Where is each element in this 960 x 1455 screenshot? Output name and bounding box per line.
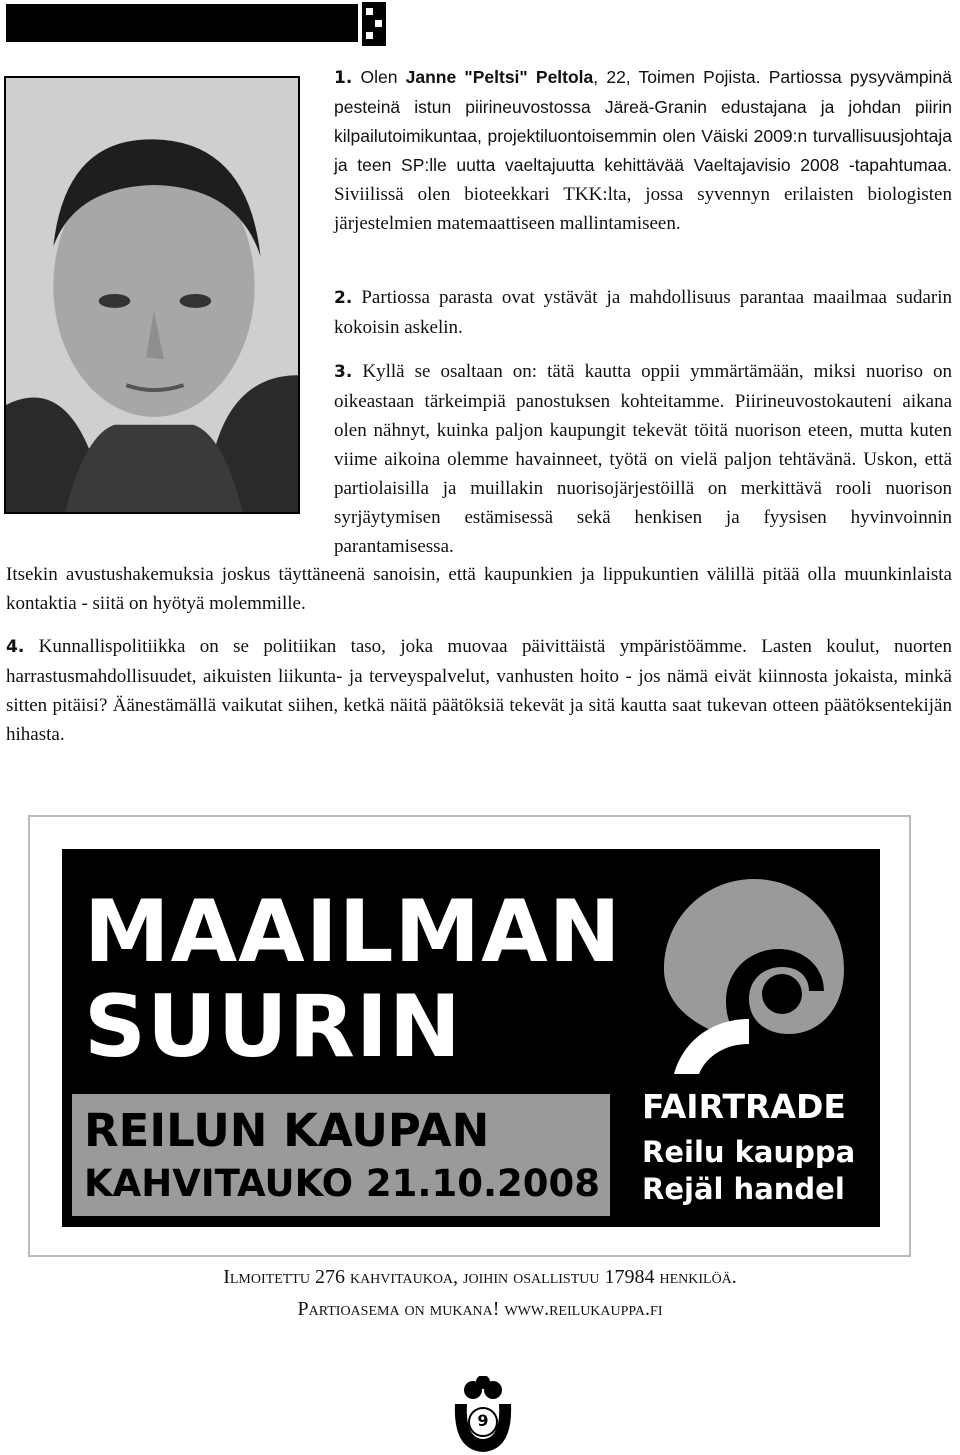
answer-4 — [6, 632, 952, 749]
answer-1 — [334, 63, 952, 238]
ad-caption-line-2: Partioasema on mukana! www.reilukauppa.fi — [297, 1298, 663, 1320]
fairtrade-advertisement — [28, 815, 911, 1257]
fairtrade-tagline-fi: Reilu kauppa — [642, 1135, 856, 1169]
ad-event-box — [72, 1094, 610, 1216]
ad-caption-line-1: Ilmoitettu 276 kahvitaukoa, joihin osallistuu 17984 henkilöä. — [223, 1266, 737, 1288]
answer-3 — [334, 357, 952, 561]
header-bar — [6, 4, 358, 42]
page-number: 9 — [477, 1411, 489, 1430]
answer-number: 2. — [334, 288, 353, 308]
ad-headline-1: MAAILMAN — [84, 882, 622, 982]
ad-panel — [62, 849, 880, 1227]
answer-2-text: Partiossa parasta ovat ystävät ja mahdollisuus parantaa maailmaa sudarin kokoisin askelin. — [334, 287, 952, 338]
answer-3-text: Kyllä se osaltaan on: tätä kautta oppii ymmärtämään, miksi nuoriso on oikeastaan tärkeimpiä panostuksen kohteitamme. Piirineuvostokauteni aikana olen nähnyt, kuinka paljon kaupungit tekevät töitä nuorison eteen, mutta kuten viime aikoina olemme havainneet, työtä on vielä paljon tehtävänä. Uskon, että partiolaisilla ja muillakin nuorisojärjestöillä on merkittävä rooli nuorison syrjäytymisen estämisessä sekä henkisen ja fyysisen hyvinvoinnin parantamisessa. — [334, 361, 952, 557]
ad-event-date: KAHVITAUKO 21.10.2008 — [84, 1162, 600, 1205]
fairtrade-tagline-sv: Rejäl handel — [642, 1172, 845, 1206]
answer-1-intro: Olen — [352, 67, 406, 87]
answer-1-name: Janne "Peltsi" Peltola — [405, 67, 594, 87]
answer-number: 3. — [334, 362, 353, 382]
portrait-photo — [4, 76, 300, 514]
answer-1-roles: , 22, Toimen Pojista. Partiossa pysyvämpinä pesteinä istun piirineuvostossa Järeä-Granin edustajana ja johdan piirin kilpailutoimikuntaa, projektiluontoisemmin olen Väiski 2009:n turvallisuusjohtaja ja teen SP:lle uutta vaeltajuutta kehittävää Vaeltajavisio 2008 -tapahtumaa. — [334, 67, 952, 175]
fairtrade-logo-icon — [654, 869, 854, 1079]
film-strip-decoration — [362, 2, 386, 46]
ad-event-title: REILUN KAUPAN — [84, 1104, 490, 1157]
answer-4-text: Kunnallispolitiikka on se politiikan taso, joka muovaa päivittäistä ympäristöämme. Lasten koulut, nuorten harrastusmahdollisuudet, aikuisten liikunta- ja terveyspalvelut, vanhusten hoito - jos nämä eivät kiinnosta jokaista, minkä sitten pitäisi? Äänestämällä vaikutat siihen, ketkä näitä päätöksiä tekevät ja sitä kautta saat tukevan otteen päätöksentekijän hihasta. — [6, 636, 952, 745]
answer-number: 1. — [334, 68, 353, 88]
answer-number: 4. — [6, 637, 25, 657]
answer-2 — [334, 283, 952, 342]
ad-headline-2: SUURIN — [84, 977, 462, 1077]
answer-3-continued: Itsekin avustushakemuksia joskus täyttäneenä sanoisin, että kaupunkien ja lippukuntien välillä pitää olla muunkinlaista kontaktia - siitä on hyötyä molemmille. — [6, 564, 952, 614]
answer-1-studies: Siviilissä olen bioteekkari TKK:lta, jossa syvennyn erilaisten biologisten järjestelmien matemaattiseen mallintamiseen. — [334, 184, 952, 234]
fairtrade-brand: FAIRTRADE — [642, 1087, 846, 1126]
